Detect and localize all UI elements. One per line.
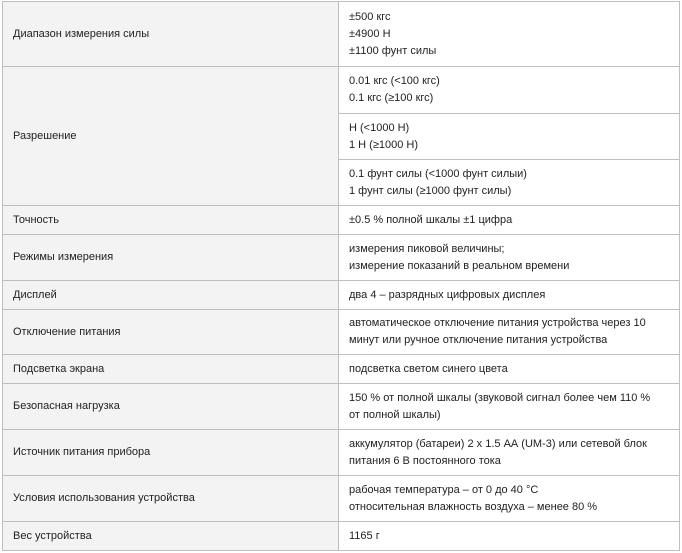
table-row <box>3 310 680 355</box>
row-label: Источник питания прибора <box>3 430 339 476</box>
table-row <box>3 235 680 281</box>
row-value: два 4 – разрядных цифровых дисплея <box>339 281 680 310</box>
row-value: рабочая температура – от 0 до 40 °С относительная влажность воздуха – менее 80 % <box>339 476 680 522</box>
row-label: Подсветка экрана <box>3 355 339 384</box>
row-label: Диапазон измерения силы <box>3 2 339 67</box>
table-row <box>3 67 680 114</box>
row-value: 1165 г <box>339 522 680 551</box>
row-label: Вес устройства <box>3 522 339 551</box>
table-row <box>3 476 680 522</box>
spec-table <box>2 1 680 551</box>
table-row <box>3 206 680 235</box>
row-value: подсветка светом синего цвета <box>339 355 680 384</box>
table-row <box>3 522 680 551</box>
table-row <box>3 430 680 476</box>
row-value: ±500 кгс ±4900 Н ±1100 фунт силы <box>339 2 680 67</box>
row-label: Режимы измерения <box>3 235 339 281</box>
row-label: Отключение питания <box>3 310 339 355</box>
row-label: Условия использования устройства <box>3 476 339 522</box>
table-row <box>3 2 680 67</box>
row-value: аккумулятор (батареи) 2 х 1.5 АА (UM-3) или сетевой блок питания 6 В постоянного тока <box>339 430 680 476</box>
table-row <box>3 281 680 310</box>
row-label: Разрешение <box>3 67 339 206</box>
row-label: Точность <box>3 206 339 235</box>
row-value: 0.01 кгс (<100 кгс) 0.1 кгс (≥100 кгс) <box>339 67 680 114</box>
row-value: автоматическое отключение питания устройства через 10 минут или ручное отключение питания устройства <box>339 310 680 355</box>
row-value: 0.1 фунт силы (<1000 фунт силыи) 1 фунт силы (≥1000 фунт силы) <box>339 160 680 206</box>
row-value: 150 % от полной шкалы (звуковой сигнал более чем 110 % от полной шкалы) <box>339 384 680 430</box>
table-row <box>3 355 680 384</box>
row-label: Безопасная нагрузка <box>3 384 339 430</box>
row-value: измерения пиковой величины; измерение показаний в реальном времени <box>339 235 680 281</box>
row-value: ±0.5 % полной шкалы ±1 цифра <box>339 206 680 235</box>
table-row <box>3 384 680 430</box>
row-label: Дисплей <box>3 281 339 310</box>
row-value: Н (<1000 Н) 1 Н (≥1000 Н) <box>339 114 680 160</box>
